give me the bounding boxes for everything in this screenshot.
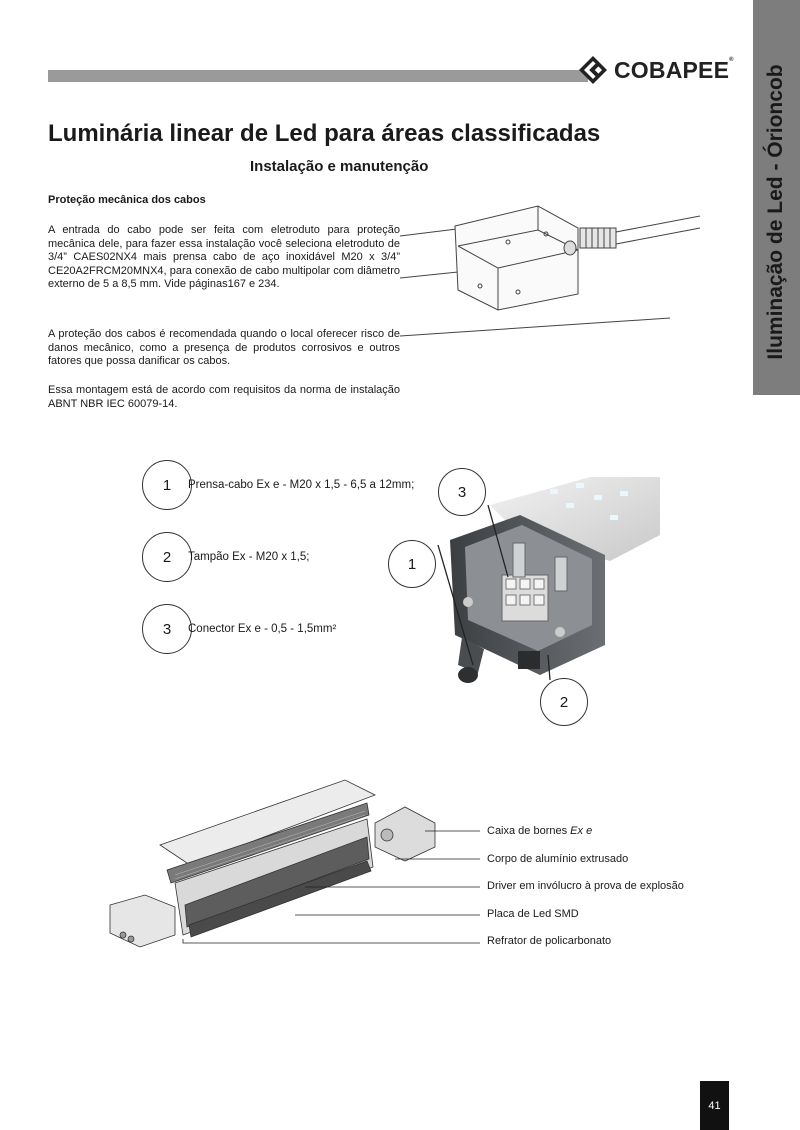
legend-text: Conector Ex e - 0,5 - 1,5mm² [188, 623, 337, 635]
cobapee-diamond-icon [578, 55, 608, 85]
label-driver: Driver em invólucro à prova de explosão [487, 880, 684, 892]
legend-item [142, 604, 336, 654]
legend-number: 1 [142, 460, 192, 510]
legend-number: 2 [142, 532, 192, 582]
legend-text: Prensa-cabo Ex e - M20 x 1,5 - 6,5 a 12mm; [188, 479, 415, 491]
paragraph-standard: Essa montagem está de acordo com requisitos da norma de instalação ABNT NBR IEC 60079-14. [48, 384, 400, 410]
exploded-view-illustration [105, 775, 490, 960]
brand-name: COBAPEE® [614, 56, 734, 83]
page-title: Luminária linear de Led para áreas classificadas [48, 120, 601, 147]
legend-text: Tampão Ex - M20 x 1,5; [188, 551, 310, 563]
paragraph-cable-entry: A entrada do cabo pode ser feita com eletroduto para proteção mecânica dele, para fazer essa instalação você seleciona eletroduto de 3/4” CAES02NX4 mais prensa cabo de aço inoxidável M20 x 3/4” CE20A2FRCM20MNX4, para conexão de cabo multipolar com diâmetro externo de 5 a 8,5 mm. Vide páginas167 e 234. [48, 224, 400, 290]
legend-item [142, 460, 414, 510]
page-subtitle: Instalação e manutenção [250, 158, 429, 175]
callout-plug: 2 [540, 678, 588, 726]
callout-connector: 3 [438, 468, 486, 516]
terminal-box-illustration [380, 465, 660, 735]
section-tab-label: Iluminação de Led - Órioncob [764, 64, 787, 360]
header-rule [48, 70, 588, 82]
label-terminal-box: Caixa de bornes Ex e [487, 825, 593, 837]
section-tab [753, 0, 800, 395]
section-heading: Proteção mecânica dos cabos [48, 194, 206, 206]
paragraph-cable-protection: A proteção dos cabos é recomendada quando o local oferecer risco de danos mecânico, como a presença de produtos corrosivos e outros fatores que possa danificar os cabos. [48, 328, 400, 367]
callout-cable-gland: 1 [388, 540, 436, 588]
brand-logo [578, 54, 734, 86]
label-led-board: Placa de Led SMD [487, 908, 579, 920]
label-aluminum-body: Corpo de alumínio extrusado [487, 853, 629, 865]
label-refractor: Refrator de policarbonato [487, 935, 612, 947]
legend-item [142, 532, 309, 582]
conduit-installation-illustration [400, 198, 710, 338]
page-number: 41 [700, 1081, 729, 1130]
legend-number: 3 [142, 604, 192, 654]
